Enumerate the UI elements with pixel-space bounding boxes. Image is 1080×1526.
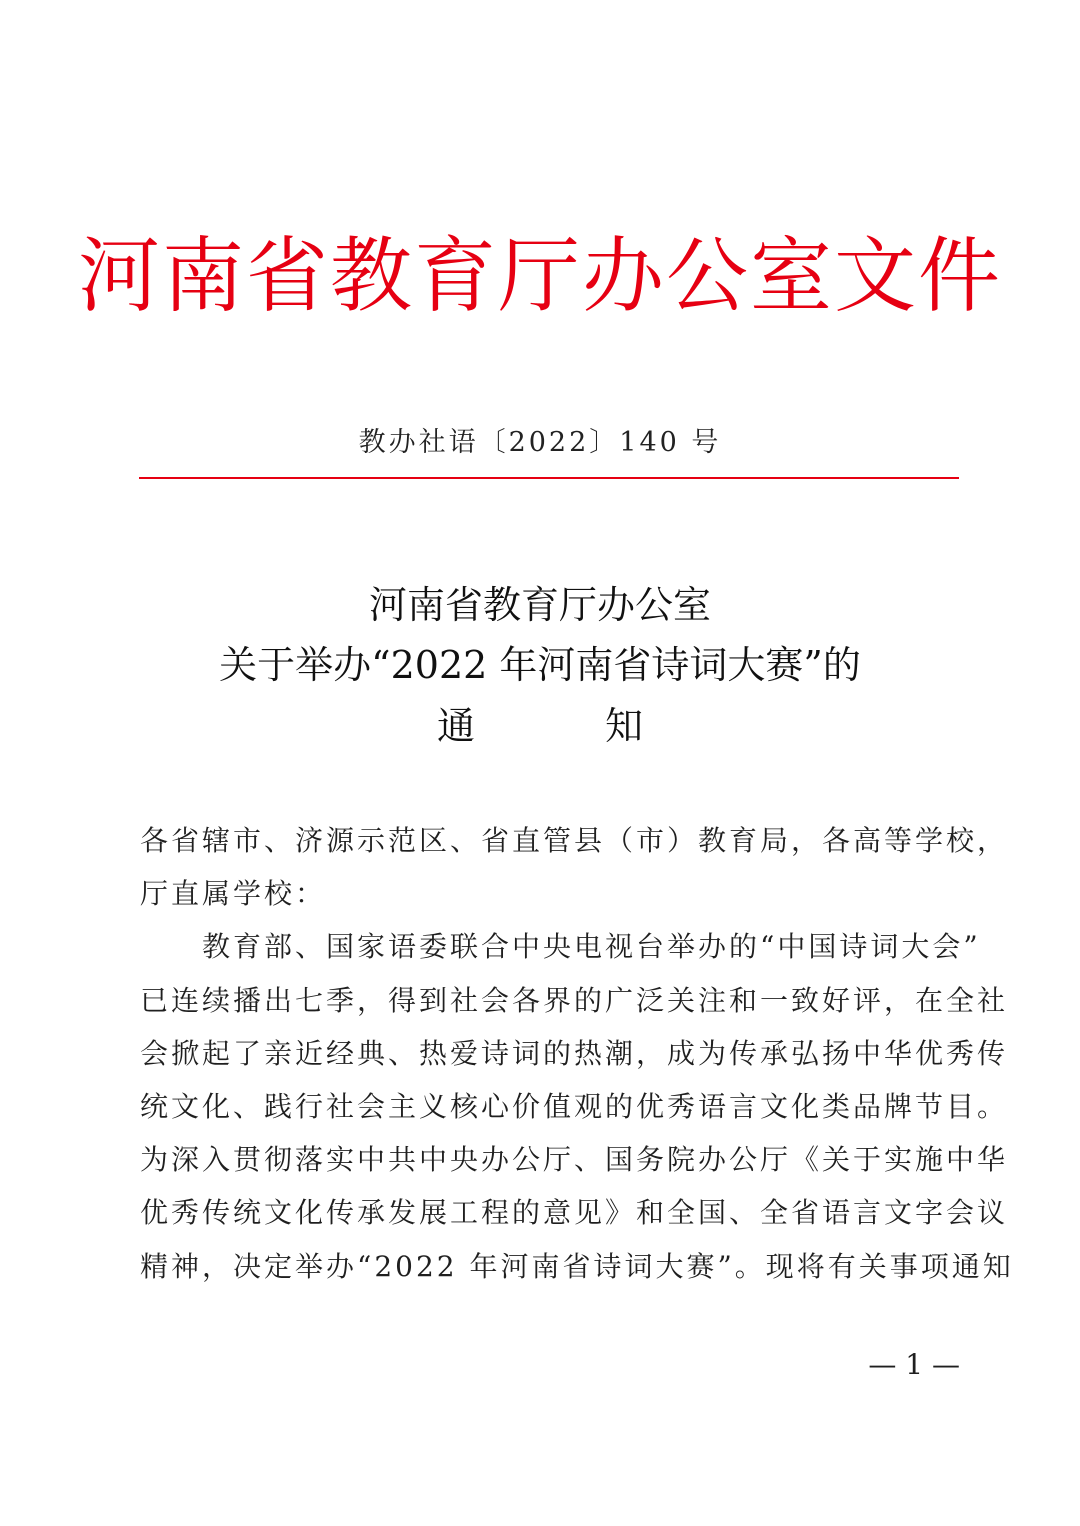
notice-title-char-zhi: 知 bbox=[605, 704, 644, 748]
notice-body bbox=[140, 814, 1014, 1293]
notice-title-line-1: 河南省教育厅办公室 bbox=[368, 583, 711, 627]
body-line-4: 已连续播出七季，得到社会各界的广泛关注和一致好评，在全社 bbox=[140, 983, 1009, 1017]
body-line-7: 为深入贯彻落实中共中央办公厅、国务院办公厅《关于实施中华 bbox=[140, 1143, 1009, 1177]
document-masthead: 河南省教育厅办公室文件 bbox=[77, 229, 1002, 324]
body-line-3: 教育部、国家语委联合中央电视台举办的“中国诗词大会” bbox=[140, 930, 981, 964]
body-line-8: 优秀传统文化传承发展工程的意见》和全国、全省语言文字会议 bbox=[140, 1196, 1009, 1230]
body-line-5: 会掀起了亲近经典、热爱诗词的热潮，成为传承弘扬中华优秀传 bbox=[140, 1036, 1009, 1070]
body-line-1: 各省辖市、济源示范区、省直管县（市）教育局，各高等学校， bbox=[140, 824, 1009, 857]
notice-title-char-tong: 通 bbox=[436, 704, 475, 748]
red-divider-line bbox=[139, 477, 959, 479]
notice-title-line-2: 关于举办“2022 年河南省诗词大赛”的 bbox=[219, 643, 861, 687]
document-number: 教办社语〔2022〕140 号 bbox=[358, 427, 722, 458]
body-line-9: 精神，决定举办“2022 年河南省诗词大赛”。现将有关事项通知 bbox=[140, 1249, 1014, 1283]
notice-title-line-3 bbox=[0, 701, 1080, 751]
body-line-6: 统文化、践行社会主义核心价值观的优秀语言文化类品牌节目。 bbox=[140, 1089, 1009, 1123]
page-number: — 1 — bbox=[868, 1348, 960, 1381]
body-line-2: 厅直属学校： bbox=[140, 877, 327, 911]
